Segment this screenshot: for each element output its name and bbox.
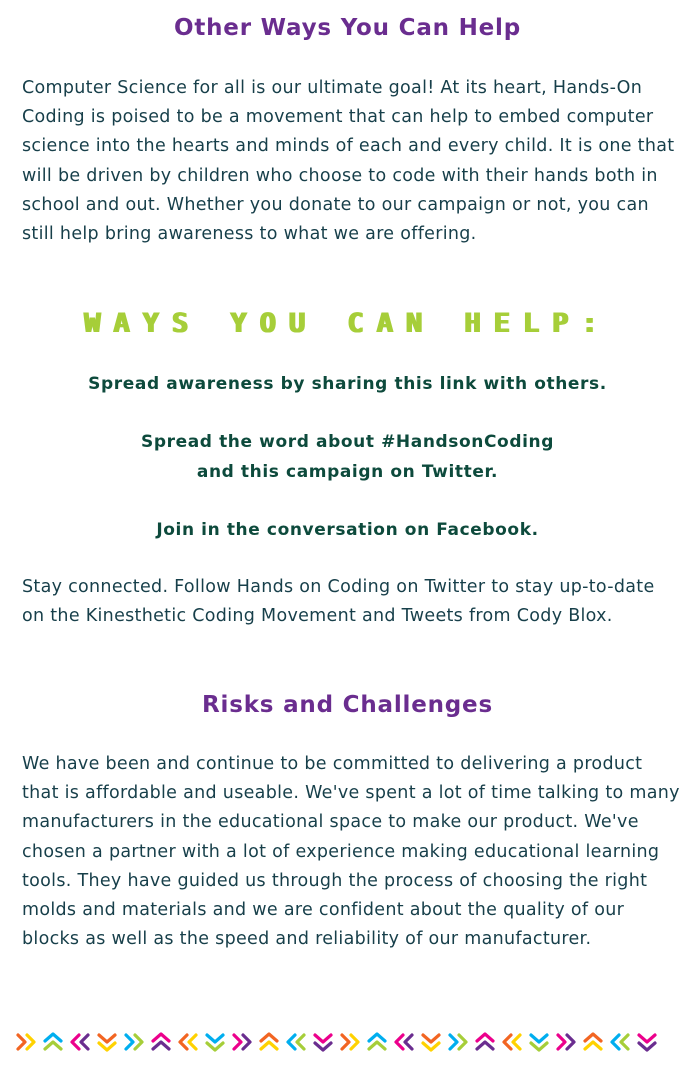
other-ways-heading: Other Ways You Can Help [173, 15, 522, 41]
ways-you-can-help-heading: WAYS YOU CAN HELP: [84, 308, 611, 339]
chevron-down-icon [423, 1035, 439, 1050]
chevron-down-icon [531, 1035, 547, 1050]
chevron-up-icon [585, 1034, 601, 1049]
risks-paragraph: We have been and continue to be committed to delivering a product that is affordable and useable. We've spent a lot of time talking to many manufacturers in the educational space to make our product. We've chosen a partner with a lot of experience making educational learning tools. They have guided us through the process of choosing the right molds and materials and we are confident about the quality of our blocks as well as the speed and reliability of our manufacturer. [22, 754, 680, 950]
chevron-right-icon [450, 1035, 466, 1049]
chevron-up-icon [261, 1034, 277, 1049]
chevron-left-icon [396, 1035, 412, 1049]
chevron-left-icon [72, 1035, 88, 1049]
risks-heading: Risks and Challenges [202, 692, 493, 718]
help-intro-paragraph: Computer Science for all is our ultimate goal! At its heart, Hands-On Coding is poised to be a movement that can help to embed computer science into the hearts and minds of each and every child. It is one that will be driven by children who choose to code with their hands both in school and out. Whether you donate to our campaign or not, you can still help bring awareness to what we are offering. [22, 78, 675, 245]
chevron-pattern-icon [14, 1026, 684, 1058]
chevron-right-icon [342, 1035, 358, 1049]
chevron-up-icon [45, 1034, 61, 1049]
twitter-word-line [0, 428, 695, 487]
chevron-right-icon [18, 1035, 34, 1049]
chevron-right-icon [234, 1035, 250, 1049]
stay-connected-paragraph: Stay connected. Follow Hands on Coding on Twitter to stay up-to-date on the Kinesthetic Coding Movement and Tweets from Cody Blox. [22, 577, 655, 627]
chevron-down-icon [639, 1035, 655, 1050]
share-link-line: Spread awareness by sharing this link with others. [88, 374, 607, 394]
chevron-up-icon [153, 1034, 169, 1049]
chevron-up-icon [369, 1034, 385, 1049]
chevron-left-icon [504, 1035, 520, 1049]
twitter-word-line-2: and this campaign on Twitter. [196, 461, 499, 482]
chevron-right-icon [558, 1035, 574, 1049]
facebook-conversation-line: Join in the conversation on Facebook. [156, 520, 539, 540]
chevron-down-icon [315, 1035, 331, 1050]
chevron-left-icon [180, 1035, 196, 1049]
chevron-left-icon [288, 1035, 304, 1049]
chevron-up-icon [477, 1034, 493, 1049]
chevron-left-icon [612, 1035, 628, 1049]
chevron-down-icon [207, 1035, 223, 1050]
chevron-down-icon [99, 1035, 115, 1050]
twitter-word-line-1: Spread the word about #HandsonCoding [140, 432, 555, 452]
chevron-right-icon [126, 1035, 142, 1049]
